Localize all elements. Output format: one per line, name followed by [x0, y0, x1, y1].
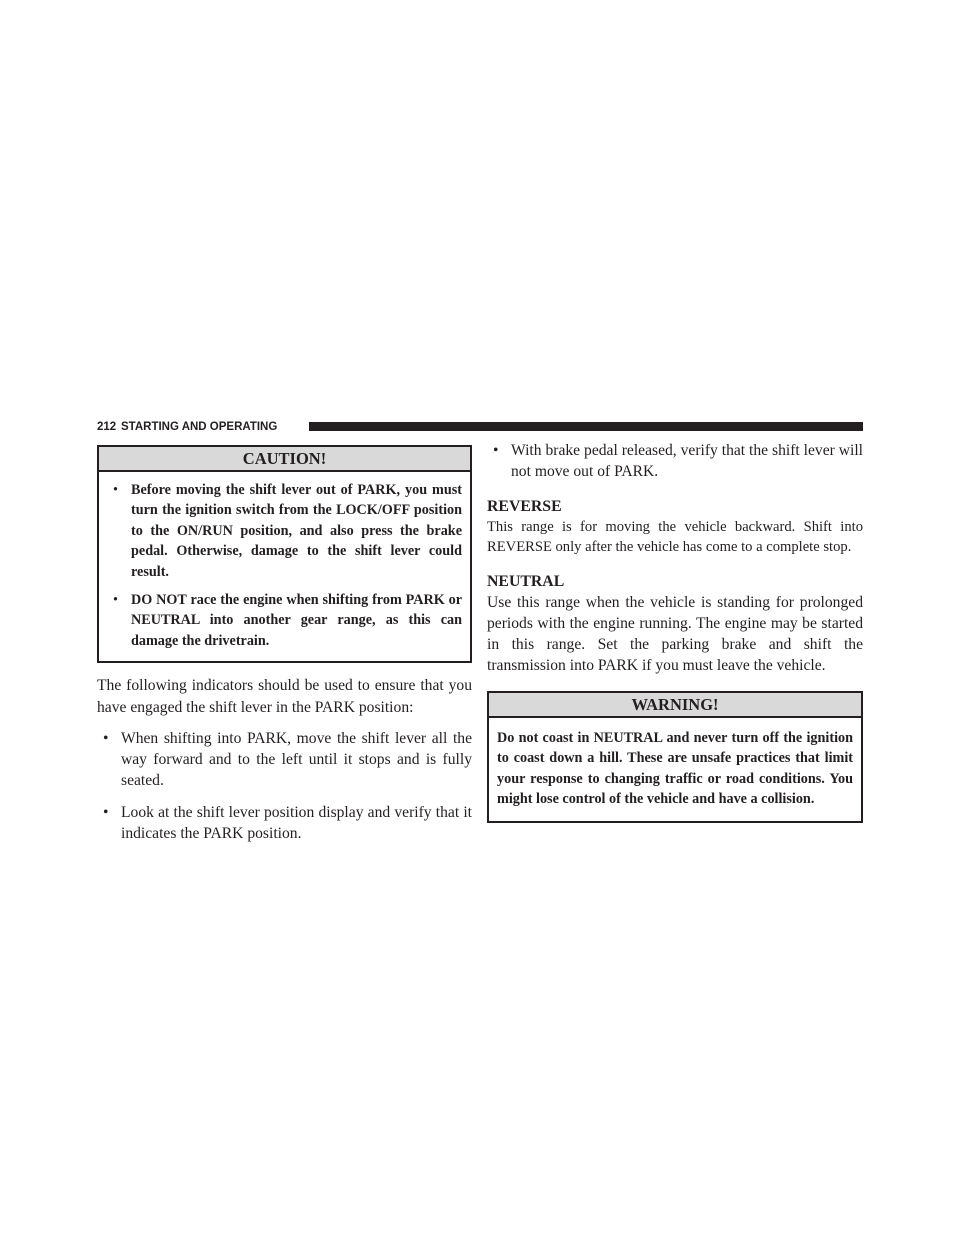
park-indicator-list-continued: [487, 440, 863, 483]
caution-item-text: Before moving the shift lever out of PARK, you must turn the ignition switch from the LOCK/OFF position to the ON/RUN position, and also press the brake pedal. Otherwise, damage to the shift lever could result.: [131, 482, 462, 580]
right-column: [487, 440, 863, 823]
caution-title: CAUTION!: [99, 447, 470, 472]
caution-body: [99, 472, 470, 661]
header-rule: [309, 422, 863, 431]
page-header: [97, 419, 863, 435]
list-item: [97, 802, 472, 845]
bullet-glyph: •: [103, 803, 109, 821]
list-item: [487, 440, 863, 483]
bullet-glyph: •: [113, 482, 118, 498]
reverse-heading: REVERSE: [487, 497, 562, 515]
bullet-glyph: •: [113, 592, 118, 609]
bullet-glyph: •: [493, 442, 499, 459]
list-item-text: Look at the shift lever position display and verify that it indicates the PARK position.: [121, 803, 472, 843]
caution-item: [107, 480, 462, 582]
caution-box: [97, 445, 472, 663]
warning-title: WARNING!: [489, 693, 861, 718]
section-title: STARTING AND OPERATING: [121, 421, 278, 433]
list-item-text: With brake pedal released, verify that the shift lever will not move out of PARK.: [511, 442, 863, 481]
caution-list: [107, 480, 462, 651]
page-number: 212: [97, 421, 117, 433]
park-indicator-list: [97, 728, 472, 844]
list-item: [97, 728, 472, 792]
caution-item-text: DO NOT race the engine when shifting from PARK or NEUTRAL into another gear range, as this can damage the drivetrain.: [131, 592, 462, 649]
warning-box: [487, 691, 863, 824]
caution-item: [107, 590, 462, 651]
left-column: [97, 445, 472, 844]
intro-paragraph: The following indicators should be used to ensure that you have engaged the shift lever in the PARK position:: [97, 677, 472, 716]
bullet-glyph: •: [103, 729, 109, 747]
neutral-paragraph: Use this range when the vehicle is standing for prolonged periods with the engine running. The engine may be started in this range. Set the parking brake and shift the transmission into PARK if you must leave the vehicle.: [487, 593, 863, 675]
reverse-paragraph: This range is for moving the vehicle backward. Shift into REVERSE only after the vehicle has come to a complete stop.: [487, 518, 863, 556]
warning-body: Do not coast in NEUTRAL and never turn off the ignition to coast down a hill. These are unsafe practices that limit your response to changing traffic or road conditions. You might lose control of the vehicle and have a collision.: [497, 729, 853, 807]
list-item-text: When shifting into PARK, move the shift lever all the way forward and to the left until it stops and is fully seated.: [121, 729, 472, 790]
neutral-heading: NEUTRAL: [487, 572, 565, 590]
